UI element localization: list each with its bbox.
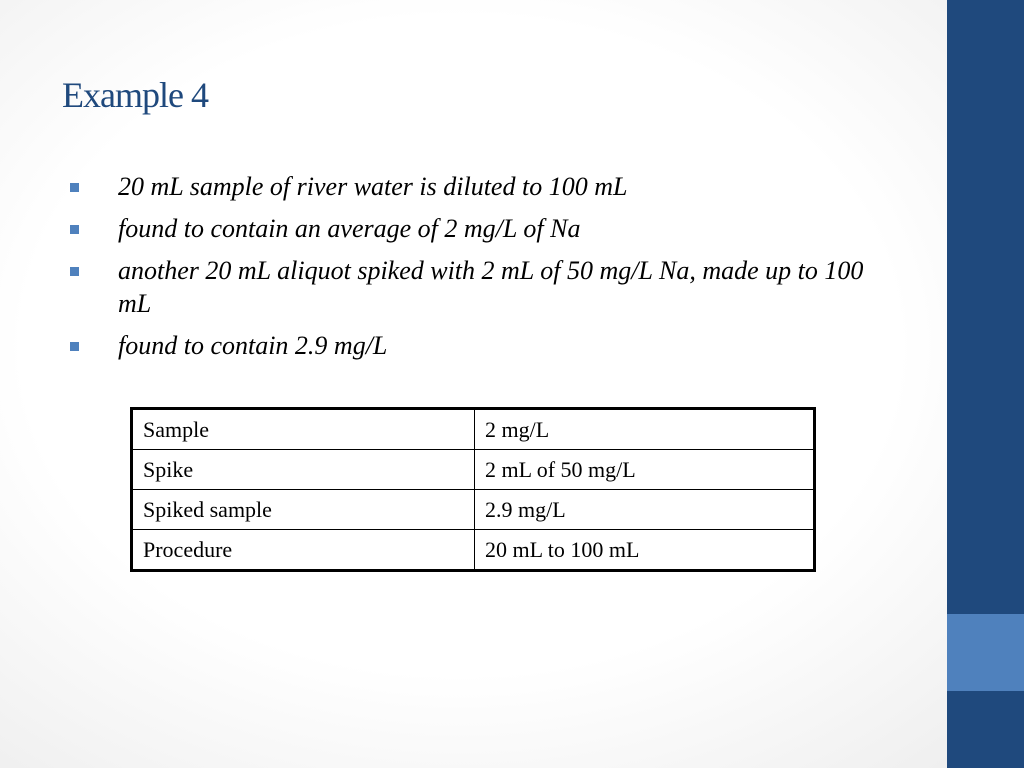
data-table xyxy=(130,407,816,572)
table-row xyxy=(132,490,815,530)
table-row xyxy=(132,450,815,490)
square-bullet-icon xyxy=(70,342,79,351)
bullet-text: another 20 mL aliquot spiked with 2 mL of 50 mg/L Na, made up to 100 mL xyxy=(118,256,864,318)
table-cell-value: 2 mg/L xyxy=(475,409,815,450)
bullet-text: 20 mL sample of river water is diluted to 100 mL xyxy=(118,172,628,201)
table-cell-value: 2.9 mg/L xyxy=(475,490,815,530)
list-item xyxy=(68,170,888,203)
bullet-text: found to contain an average of 2 mg/L of Na xyxy=(118,214,581,243)
bullet-list xyxy=(68,170,888,371)
table-row xyxy=(132,409,815,450)
slide-title: Example 4 xyxy=(62,75,208,115)
table-cell-value: 2 mL of 50 mg/L xyxy=(475,450,815,490)
square-bullet-icon xyxy=(70,225,79,234)
table-cell-label: Procedure xyxy=(132,530,475,571)
table-row xyxy=(132,530,815,571)
table-cell-label: Spike xyxy=(132,450,475,490)
square-bullet-icon xyxy=(70,267,79,276)
sidebar-accent-block xyxy=(947,614,1024,691)
list-item xyxy=(68,212,888,245)
square-bullet-icon xyxy=(70,183,79,192)
list-item xyxy=(68,254,888,320)
bullet-text: found to contain 2.9 mg/L xyxy=(118,331,388,360)
table-cell-label: Sample xyxy=(132,409,475,450)
list-item xyxy=(68,329,888,362)
table-cell-value: 20 mL to 100 mL xyxy=(475,530,815,571)
table-cell-label: Spiked sample xyxy=(132,490,475,530)
